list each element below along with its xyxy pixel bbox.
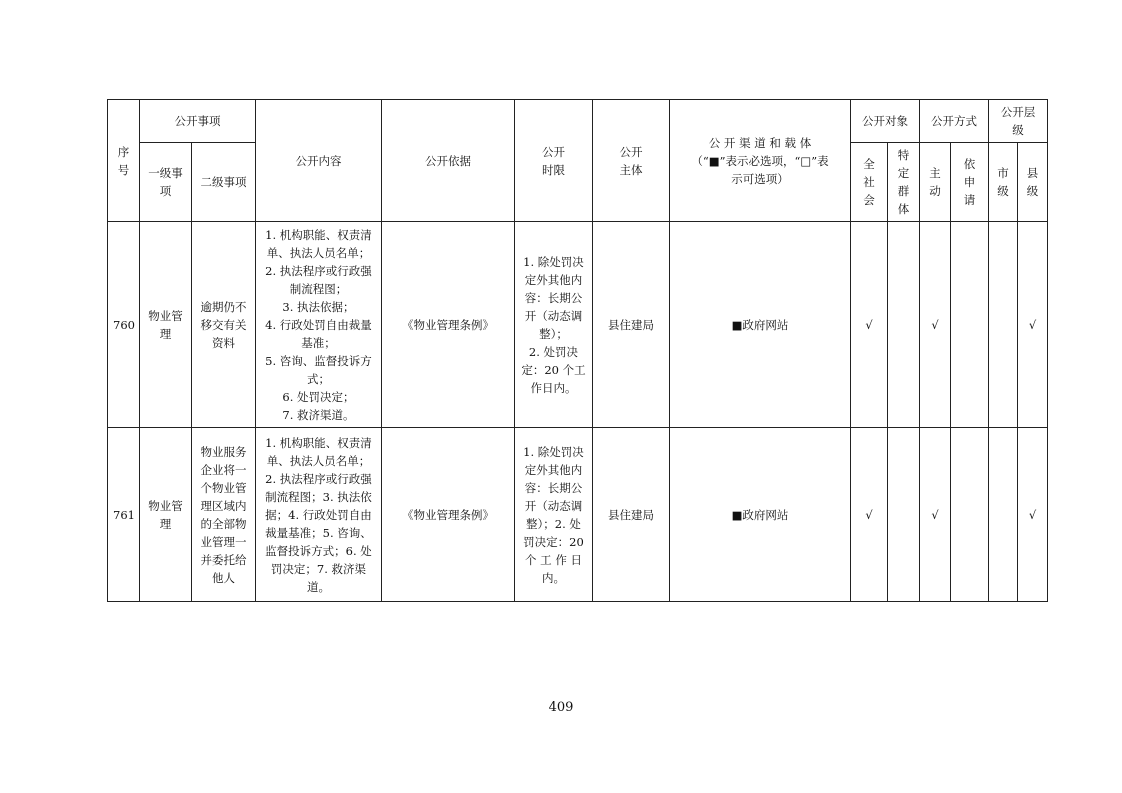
- text-line: 定: [897, 166, 910, 180]
- text-line: 开（动态调: [524, 498, 583, 513]
- row-target-all: √: [851, 428, 888, 602]
- text-line: 群: [897, 184, 910, 198]
- text-line: 2. 执法程序或行政强: [265, 471, 372, 486]
- text-line: 动: [929, 184, 941, 198]
- header-content: 公开内容: [256, 100, 382, 222]
- row-level2: [192, 222, 256, 428]
- text-line: 5. 咨询、监督投诉方: [265, 353, 372, 368]
- text-line: 理: [159, 326, 172, 341]
- header-items: 公开事项: [140, 100, 256, 143]
- text-line: 1. 机构职能、权责清: [265, 227, 372, 242]
- row-tier-county: √: [1018, 222, 1048, 428]
- row-channel: ■政府网站: [670, 222, 851, 428]
- row-target-all: √: [851, 222, 888, 428]
- text-line: 制流程图；3. 执法依: [265, 489, 372, 504]
- row-time: [515, 428, 593, 602]
- text-line: 7. 救济渠道。: [282, 407, 355, 422]
- text-line: 项: [159, 184, 172, 198]
- text-line: 理: [159, 516, 172, 531]
- text-line: 整）；: [539, 326, 568, 341]
- text-line: 公 开 渠 道 和 载 体: [708, 135, 812, 150]
- text-line: 6. 处罚决定；: [282, 389, 355, 404]
- text-line: 业管理一: [200, 534, 247, 549]
- text-line: 号: [117, 162, 130, 177]
- text-line: 个 工 作 日: [525, 552, 582, 567]
- text-line: 序: [117, 144, 130, 159]
- text-line: 监督投诉方式；6. 处: [265, 543, 372, 558]
- row-method-active: √: [920, 428, 951, 602]
- text-line: 公开: [542, 144, 565, 159]
- header-target-specific: [888, 143, 920, 222]
- text-line: 内。: [542, 570, 565, 585]
- page-number: 409: [548, 700, 574, 715]
- row-target-specific: [888, 222, 920, 428]
- header-tier-county: [1018, 143, 1048, 222]
- text-line: 一级事: [148, 166, 183, 180]
- row-content: [256, 428, 382, 602]
- text-line: 2. 处罚决: [528, 344, 579, 359]
- text-line: 公开: [619, 144, 643, 159]
- text-line: 企业将一: [200, 462, 247, 477]
- text-line: 县: [1026, 166, 1039, 180]
- header-target: 公开对象: [851, 100, 920, 143]
- text-line: 理区域内: [200, 498, 247, 513]
- text-line: 他人: [212, 570, 235, 585]
- table-row: [108, 428, 1048, 602]
- text-line: 级: [1012, 123, 1024, 137]
- text-line: 移交有关: [200, 317, 247, 332]
- row-content: [256, 222, 382, 428]
- text-line: 定外其他内: [524, 272, 583, 287]
- row-seq: 761: [108, 428, 140, 602]
- row-subject: 县住建局: [593, 428, 670, 602]
- row-method-active: √: [920, 222, 951, 428]
- text-line: 级: [1026, 184, 1039, 198]
- disclosure-table: [107, 99, 1048, 602]
- row-time: [515, 222, 593, 428]
- text-line: 逾期仍不: [200, 299, 247, 314]
- header-row-1: [108, 100, 1048, 143]
- text-line: 4. 行政处罚自由裁量: [265, 317, 372, 332]
- text-line: 开（动态调: [524, 308, 583, 323]
- text-line: 示可选项）: [731, 171, 789, 186]
- row-method-request: [951, 222, 989, 428]
- header-subject: [593, 100, 670, 222]
- text-line: 罚决定：20: [523, 534, 584, 549]
- text-line: （“■”表示必选项，“□”表: [691, 153, 829, 168]
- row-channel: ■政府网站: [670, 428, 851, 602]
- text-line: 依: [963, 157, 976, 171]
- text-line: 基准；: [301, 335, 336, 350]
- header-tier: [989, 100, 1048, 143]
- header-tier-city: [989, 143, 1018, 222]
- row-level2: [192, 428, 256, 602]
- row-tier-city: [989, 428, 1018, 602]
- text-line: 会: [863, 193, 875, 207]
- text-line: 2. 执法程序或行政强: [265, 263, 372, 278]
- header-method-request: [951, 143, 989, 222]
- text-line: 时限: [542, 162, 565, 177]
- row-tier-city: [989, 222, 1018, 428]
- text-line: 1. 除处罚决: [523, 254, 584, 269]
- text-line: 请: [963, 193, 976, 207]
- text-line: 资料: [212, 335, 235, 350]
- text-line: 单、执法人员名单；: [266, 453, 371, 468]
- text-line: 整）；2. 处: [526, 516, 581, 531]
- header-channel: [670, 100, 851, 222]
- header-target-all: [851, 143, 888, 222]
- text-line: 作日内。: [530, 380, 577, 395]
- text-line: 主体: [619, 162, 643, 177]
- text-line: 据；4. 行政处罚自由: [265, 507, 372, 522]
- row-subject: 县住建局: [593, 222, 670, 428]
- header-level1: [140, 143, 192, 222]
- text-line: 申: [963, 175, 976, 189]
- text-line: 裁量基准；5. 咨询、: [265, 525, 372, 540]
- text-line: 3. 执法依据；: [282, 299, 355, 314]
- row-basis: 《物业管理条例》: [382, 222, 515, 428]
- text-line: 物业管: [148, 498, 183, 513]
- text-line: 的全部物: [200, 516, 247, 531]
- table-row: [108, 222, 1048, 428]
- header-seq: [108, 100, 140, 222]
- text-line: 单、执法人员名单；: [266, 245, 371, 260]
- text-line: 1. 机构职能、权责清: [265, 435, 372, 450]
- text-line: 定：20 个工: [521, 362, 586, 377]
- row-seq: 760: [108, 222, 140, 428]
- header-method: 公开方式: [920, 100, 989, 143]
- text-line: 级: [997, 184, 1009, 198]
- header-time: [515, 100, 593, 222]
- text-line: 1. 除处罚决: [523, 444, 584, 459]
- row-method-request: [951, 428, 989, 602]
- header-method-active: [920, 143, 951, 222]
- text-line: 全: [863, 157, 875, 171]
- row-tier-county: √: [1018, 428, 1048, 602]
- row-level1: [140, 222, 192, 428]
- row-target-specific: [888, 428, 920, 602]
- text-line: 定外其他内: [524, 462, 583, 477]
- text-line: 社: [863, 175, 875, 189]
- text-line: 个物业管: [200, 480, 247, 495]
- text-line: 罚决定；7. 救济渠道。: [270, 561, 367, 594]
- text-line: 容：长期公: [524, 480, 583, 495]
- text-line: 体: [897, 202, 910, 216]
- text-line: 公开层: [1000, 105, 1036, 119]
- row-level1: [140, 428, 192, 602]
- text-line: 并委托给: [200, 552, 247, 567]
- text-line: 物业服务: [200, 444, 247, 459]
- header-basis: 公开依据: [382, 100, 515, 222]
- row-basis: 《物业管理条例》: [382, 428, 515, 602]
- text-line: 特: [897, 148, 910, 162]
- text-line: 市: [997, 166, 1009, 180]
- text-line: 式；: [307, 371, 330, 386]
- text-line: 制流程图；: [289, 281, 348, 296]
- header-level2: 二级事项: [192, 143, 256, 222]
- text-line: 主: [929, 166, 941, 180]
- text-line: 物业管: [148, 308, 183, 323]
- text-line: 容：长期公: [524, 290, 583, 305]
